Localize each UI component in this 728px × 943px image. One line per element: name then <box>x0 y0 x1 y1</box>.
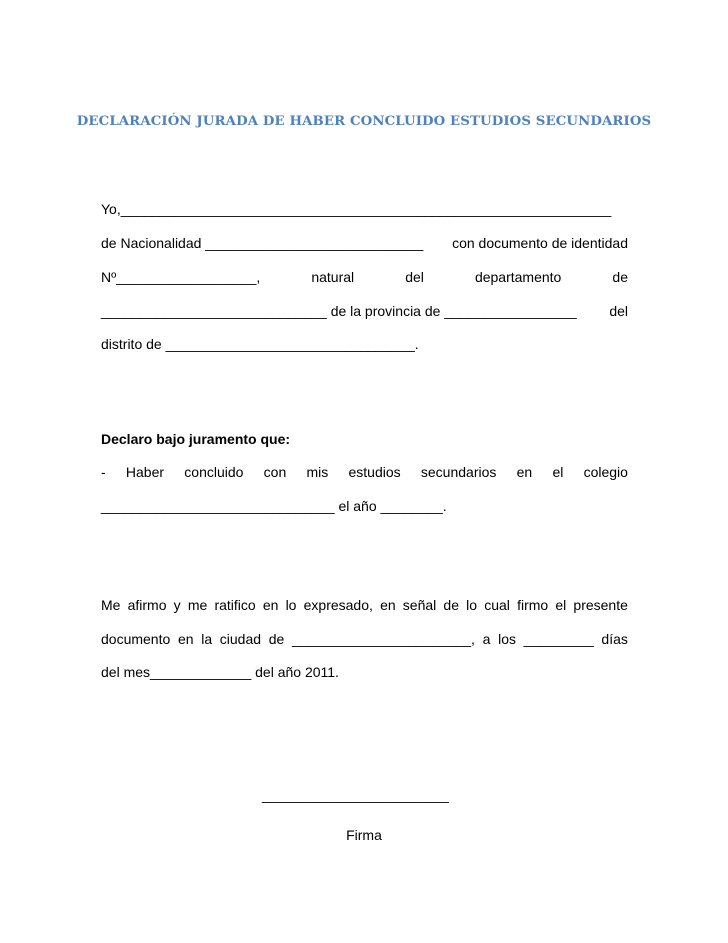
declaration-word: estudios <box>348 464 401 480</box>
closing-word: _______________________, <box>291 631 475 647</box>
signature-label: Firma <box>346 827 382 843</box>
declaration-word: con <box>263 464 287 480</box>
closing-word: de <box>268 631 285 647</box>
closing-word: días <box>601 631 628 647</box>
declaration-word: colegio <box>583 464 628 480</box>
intro-line-3-word: de <box>612 269 628 285</box>
declaration-word: - <box>101 464 106 480</box>
closing-word: firmo <box>517 597 549 613</box>
intro-line-2 <box>101 234 628 252</box>
intro-line-3 <box>101 268 628 286</box>
closing-word: en <box>380 597 396 613</box>
declaration-word: mis <box>306 464 329 480</box>
closing-word: ratifico <box>214 597 256 613</box>
declaration-word: en <box>516 464 533 480</box>
closing-line-1 <box>101 596 628 614</box>
closing-word: lo <box>285 597 297 613</box>
document-title: DECLARACIÓN JURADA DE HABER CONCLUIDO ESTUDIOS SECUNDARIOS <box>76 114 652 129</box>
closing-word: documento <box>101 631 171 647</box>
closing-word: lo <box>466 597 478 613</box>
declaration-word: concluido <box>184 464 244 480</box>
closing-word: expresado, <box>303 597 373 613</box>
declaration-line-1 <box>101 463 628 481</box>
closing-word: de <box>443 597 459 613</box>
intro-line-2-part-2: con documento de identidad <box>452 235 628 251</box>
closing-word: en <box>177 631 194 647</box>
closing-word: presente <box>573 597 628 613</box>
closing-word: Me <box>101 597 121 613</box>
declaration-word: el <box>552 464 564 480</box>
intro-line-2-part-1: de Nacionalidad ____________________________ <box>101 235 424 251</box>
closing-word: el <box>555 597 567 613</box>
intro-line-5: distrito de ________________________________. <box>101 336 419 352</box>
closing-word: en <box>262 597 279 613</box>
declaration-heading: Declaro bajo juramento que: <box>101 431 291 447</box>
intro-line-3-word: Nº__________________, <box>101 269 261 285</box>
intro-line-4-part-2: del <box>609 303 628 319</box>
closing-line-2 <box>101 630 628 648</box>
closing-word: y <box>173 597 181 613</box>
closing-word: ciudad <box>219 631 262 647</box>
closing-word: me <box>187 597 208 613</box>
intro-line-3-word: departamento <box>474 269 562 285</box>
intro-line-4-part-1: _____________________________ de la provincia de _________________ <box>101 303 577 319</box>
intro-line-4 <box>101 302 628 320</box>
intro-line-3-word: natural <box>311 269 355 285</box>
closing-line-3: del mes_____________ del año 2011. <box>101 664 339 680</box>
closing-word: a <box>482 631 491 647</box>
intro-line-1: Yo,_______________________________________________________________ <box>101 201 612 217</box>
declaration-word: secundarios <box>420 464 497 480</box>
closing-word: _________ <box>523 631 594 647</box>
signature-line: ________________________ <box>262 787 449 803</box>
closing-word: la <box>201 631 213 647</box>
closing-word: cual <box>484 597 510 613</box>
declaration-line-2: ______________________________ el año ________. <box>101 498 447 514</box>
closing-word: los <box>498 631 516 647</box>
closing-word: afirmo <box>127 597 167 613</box>
declaration-word: Haber <box>125 464 165 480</box>
intro-line-3-word: del <box>405 269 424 285</box>
closing-word: señal <box>402 597 437 613</box>
